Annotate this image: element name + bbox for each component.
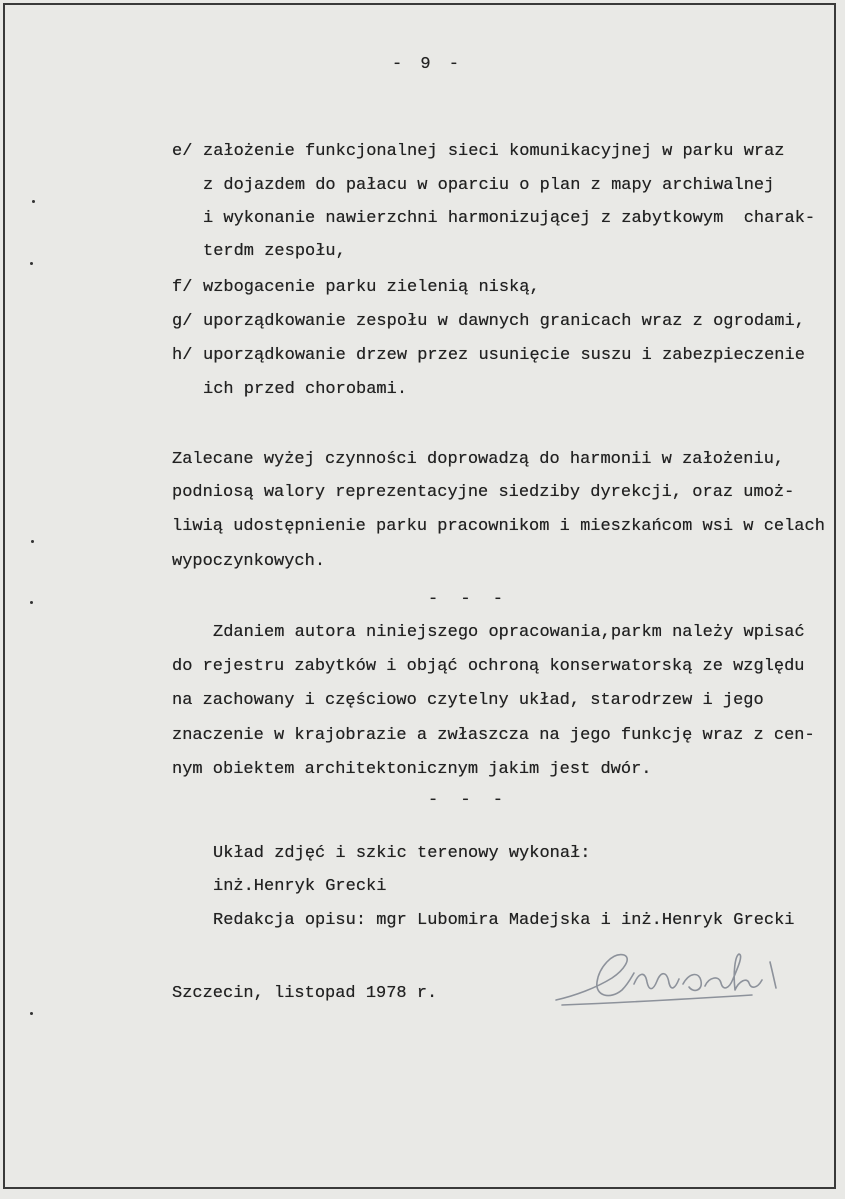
item-marker-e: e/ [172,142,193,161]
item-marker-g: g/ [172,312,193,331]
conclusion-line-4: znaczenie w krajobrazie a zwłaszcza na jego funkcję wraz z cen- [172,726,815,745]
recommendation-line-3: liwią udostępnienie parku pracownikom i mieszkańcom wsi w celach [172,517,825,536]
recommendation-line-2: podniosą walory reprezentacyjne siedziby dyrekcji, oraz umoż- [172,483,795,502]
margin-mark [30,262,33,265]
recommendation-line-4: wypoczynkowych. [172,552,326,571]
credits-line-1: Układ zdjęć i szkic terenowy wykonał: [213,844,591,863]
section-separator: - - - [428,791,510,810]
item-marker-h: h/ [172,346,193,365]
margin-mark [32,200,35,203]
credits-line-3: Redakcja opisu: mgr Lubomira Madejska i inż.Henryk Grecki [213,911,795,930]
place-date: Szczecin, listopad 1978 r. [172,984,438,1003]
section-separator: - - - [428,590,510,609]
item-f-line-1: wzbogacenie parku zielenią niską, [203,278,540,297]
margin-mark [30,601,33,604]
conclusion-line-1: Zdaniem autora niniejszego opracowania,parkm należy wpisać [213,623,805,642]
margin-mark [30,1012,33,1015]
credits-line-2: inż.Henryk Grecki [213,877,387,896]
conclusion-line-2: do rejestru zabytków i objąć ochroną konserwatorską ze względu [172,657,805,676]
conclusion-line-3: na zachowany i częściowo czytelny układ, starodrzew i jego [172,691,764,710]
margin-mark [31,540,34,543]
item-g-line-1: uporządkowanie zespołu w dawnych granicach wraz z ogrodami, [203,312,805,331]
item-e-line-4: terdm zespołu, [203,242,346,261]
page-number: - 9 - [392,55,464,74]
item-h-line-1: uporządkowanie drzew przez usunięcie suszu i zabezpieczenie [203,346,805,365]
item-marker-f: f/ [172,278,193,297]
item-e-line-3: i wykonanie nawierzchni harmonizującej z zabytkowym charak- [203,209,816,228]
item-e-line-2: z dojazdem do pałacu w oparciu o plan z mapy archiwalnej [203,176,775,195]
conclusion-line-5: nym obiektem architektonicznym jakim jest dwór. [172,760,652,779]
item-e-line-1: założenie funkcjonalnej sieci komunikacyjnej w parku wraz [203,142,785,161]
recommendation-line-1: Zalecane wyżej czynności doprowadzą do harmonii w założeniu, [172,450,785,469]
handwritten-signature [552,948,797,1010]
item-h-line-2: ich przed chorobami. [203,380,408,399]
